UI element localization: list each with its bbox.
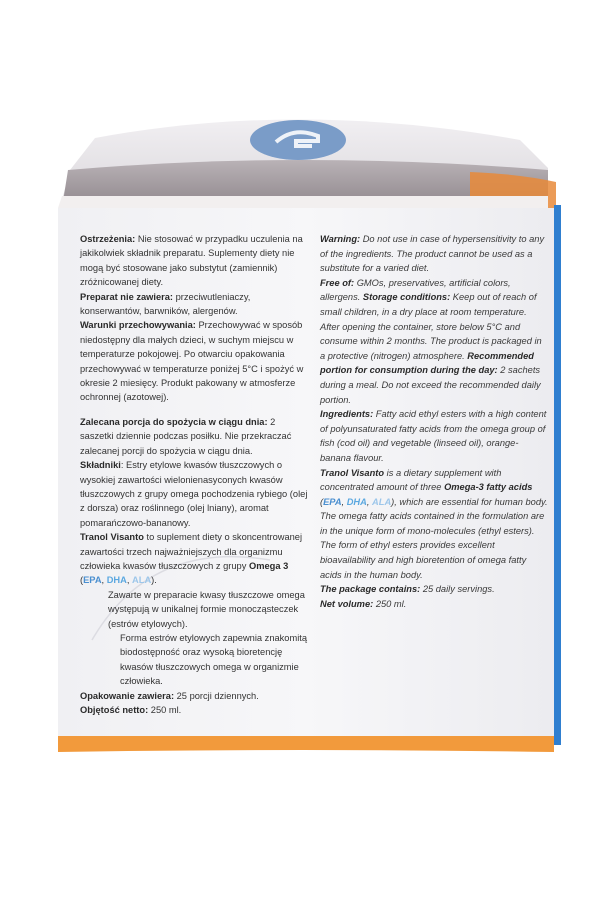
pl-ingredients-text: : Estry etylowe kwasów tłuszczowych o wysokiej zawartości wielonienasyconych kwasów tłuszczowych z grupy omega pochodzenia rybiego (olej z dorsza) oraz roślinnego (olej lniany), aromat pomarańczowo-bananowy. [80, 460, 308, 528]
pl-warning-text: Nie stosować w przypadku uczulenia na jakikolwiek składnik preparatu. Suplementy diety nie mogą być stosowane jako substytut (zamiennik) zróżnicowanej diety. [80, 234, 303, 288]
en-free [320, 276, 548, 407]
pl-omega-label: Omega 3 [248, 560, 289, 571]
pl-dha: DHA [106, 575, 127, 586]
en-warning-text: Do not use in case of hypersensitivity to any of the ingredients. The product cannot be used as a substitute for a varied diet. [320, 234, 545, 274]
label-panel [58, 208, 554, 744]
en-volume [320, 597, 548, 612]
pl-storage [80, 318, 310, 404]
en-omega-label: Omega-3 fatty acids [444, 482, 533, 493]
pl-volume-label: Objętość netto: [80, 705, 149, 715]
en-package-label: The package contains: [320, 584, 421, 595]
en-storage-label: Storage conditions: [362, 292, 451, 303]
pl-epa: EPA [83, 575, 102, 586]
pl-brand-text: to suplement diety o skoncentrowanej zawartości trzech najważniejszych dla organizmu człowieka kwasów tłuszczowych z grupy [80, 532, 303, 571]
pl-free-text: przeciwutleniaczy, konserwantów, barwników, alergenów. [80, 291, 251, 317]
en-ala: ALA [372, 496, 392, 507]
en-warning [320, 232, 548, 276]
en-storage-text: Keep out of reach of small children, in a dry place at room temperature. After opening the container, store below 5°C and consume within 2 months. The product is packaged in a protective (nitrogen) atmosphere. [320, 292, 542, 361]
pl-omega-text-2: Forma estrów etylowych zapewnia znakomitą biodostępność oraz wysoką bioretencję kwasów tłuszczowych omega w organizmie człowieka. [120, 632, 308, 687]
en-brand-text: is a dietary supplement with concentrated amount of three [320, 467, 502, 493]
pl-volume [80, 703, 310, 717]
en-volume-label: Net volume: [320, 598, 374, 609]
en-ingredients [320, 407, 548, 465]
en-brand: Tranol Visanto is a dietary supplement with concentrated amount of three Omega-3 fatty acids (EPA, DHA, ALA), which are essential for human body. The omega fatty acids contained in the formulation are in the unique form of mono-molecules (ethyl esters). The form of ethyl esters provides excellent bioavailability and high bioretention of omega fatty acids in the human body. [320, 467, 548, 580]
pl-brand: Tranol Visanto to suplement diety o skoncentrowanej zawartości trzech najważniejszych dla organizmu człowieka kwasów tłuszczowych z grupy Omega 3 (EPA, DHA, ALA). [80, 532, 303, 586]
pl-ingredients-label: Składniki [80, 460, 121, 471]
pl-storage-text-1: Przechowywać w sposób niedostępny dla małych dzieci, w suchym miejscu w temperaturze pokojowej. [80, 320, 303, 360]
pl-volume-text: 250 ml. [150, 705, 182, 715]
pl-warning-label: Ostrzeżenia: [80, 234, 136, 244]
pl-free [80, 290, 310, 319]
en-omega-text: which are essential for human body. The omega fatty acids contained in the formulation are in the unique form of mono-molecules (ethyl esters). The form of ethyl esters provides excellent bioavailability and high bioretention of omega fatty acids in the human body. [320, 496, 548, 580]
pl-package-text: 25 porcji dziennych. [176, 690, 259, 701]
pl-storage-text-2: Po otwarciu opakowania przechowywać w temperaturze poniżej 5°C i spożyć w okresie 2 miesięcy. Produkt pakowany w atmosferze ochronnej (azotowej). [80, 349, 304, 403]
pl-package-label: Opakowanie zawiera: [80, 690, 175, 701]
en-package [320, 582, 548, 597]
en-package-text: 25 daily servings. [422, 584, 495, 595]
pl-storage-label: Warunki przechowywania: [80, 320, 196, 331]
pl-warning [80, 232, 310, 290]
en-ingredients-text: Fatty acid ethyl esters with a high content of polyunsaturated fatty acids from the omega group of fish (cod oil) and vegetable (linseed oil), orange-banana flavour. [320, 409, 547, 463]
blue-side-edge [554, 205, 561, 745]
polish-column [80, 232, 310, 717]
pl-package [80, 689, 310, 703]
pl-brand-label: Tranol Visanto [80, 532, 144, 543]
brand-logo-icon [250, 120, 346, 160]
en-volume-text: 250 ml. [375, 598, 407, 609]
en-brand-label: Tranol Visanto [320, 467, 385, 478]
pl-omega-text-1: Zawarte w preparacie kwasy tłuszczowe omega występują w unikalnej formie monocząsteczek (estrów etylowych). [108, 589, 305, 629]
en-epa: EPA [323, 496, 342, 507]
en-dose-text: 2 sachets during a meal. Do not exceed the recommended daily portion. [320, 365, 541, 405]
english-column [320, 232, 548, 611]
pl-dose-label: Zalecana porcja do spożycia w ciągu dnia: [80, 416, 268, 427]
pl-ala: ALA [132, 575, 152, 586]
en-free-text: GMOs, preservatives, artificial colors, allergens. [320, 277, 511, 303]
pl-dose [80, 415, 310, 458]
pl-dose-text: 2 saszetki dziennie podczas posiłku. Nie przekraczać zalecanej porcji do spożycia w ciągu dnia. [80, 416, 292, 456]
pl-free-label: Preparat nie zawiera: [80, 291, 174, 302]
en-dose-label: Recommended portion for consumption during the day: [320, 350, 534, 376]
pl-ingredients [80, 458, 310, 530]
en-ingredients-label: Ingredients: [320, 409, 374, 420]
en-dha: DHA [346, 496, 367, 507]
en-free-label: Free of: [320, 277, 355, 288]
en-warning-label: Warning: [320, 234, 361, 244]
